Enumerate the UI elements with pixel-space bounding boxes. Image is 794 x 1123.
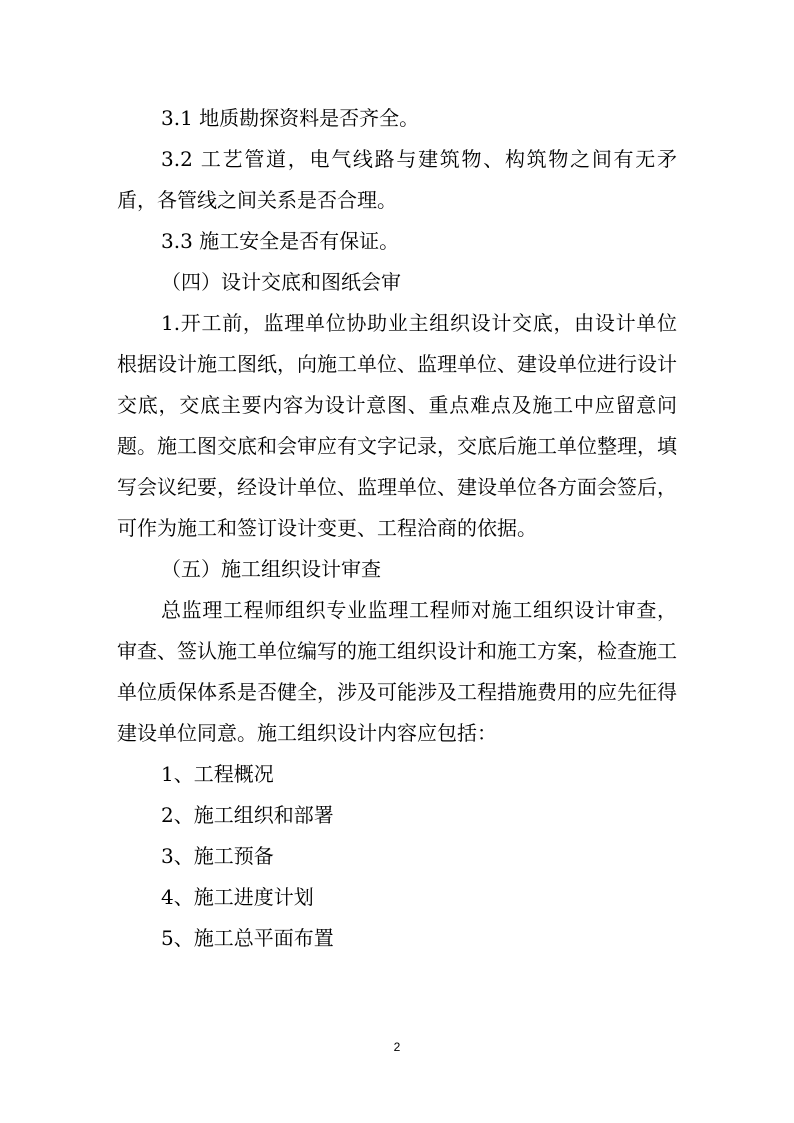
section-heading: （四）设计交底和图纸会审 (161, 270, 401, 294)
page-number: 2 (393, 1040, 401, 1054)
list-item: 2、施工组织和部署 (161, 803, 334, 827)
list-item: 4、施工进度计划 (161, 885, 314, 909)
list-item: 1、工程概况 (161, 762, 274, 786)
paragraph: 3.3 施工安全是否有保证。 (161, 229, 400, 253)
paragraph: 3.1 地质勘探资料是否齐全。 (161, 106, 420, 130)
paragraph: 3.2 工艺管道，电气线路与建筑物、构筑物之间有无矛盾，各管线之间关系是否合理。 (117, 147, 677, 212)
section-heading: （五）施工组织设计审查 (161, 557, 381, 581)
list-item: 3、施工预备 (161, 844, 274, 868)
paragraph: 1.开工前，监理单位协助业主组织设计交底，由设计单位根据设计施工图纸，向施工单位、监理单位、建设单位进行设计交底，交底主要内容为设计意图、重点难点及施工中应留意问题。施工图交底和会审应有文字记录，交底后施工单位整理，填写会议纪要，经设计单位、监理单位、建设单位各方面会签后，可作为施工和签订设计变更、工程洽商的依据。 (117, 311, 677, 540)
list-item: 5、施工总平面布置 (161, 926, 334, 950)
document-body (117, 98, 677, 959)
paragraph: 总监理工程师组织专业监理工程师对施工组织设计审查，审查、签认施工单位编写的施工组织设计和施工方案，检查施工单位质保体系是否健全，涉及可能涉及工程措施费用的应先征得建设单位同意。施工组织设计内容应包括： (117, 598, 677, 745)
